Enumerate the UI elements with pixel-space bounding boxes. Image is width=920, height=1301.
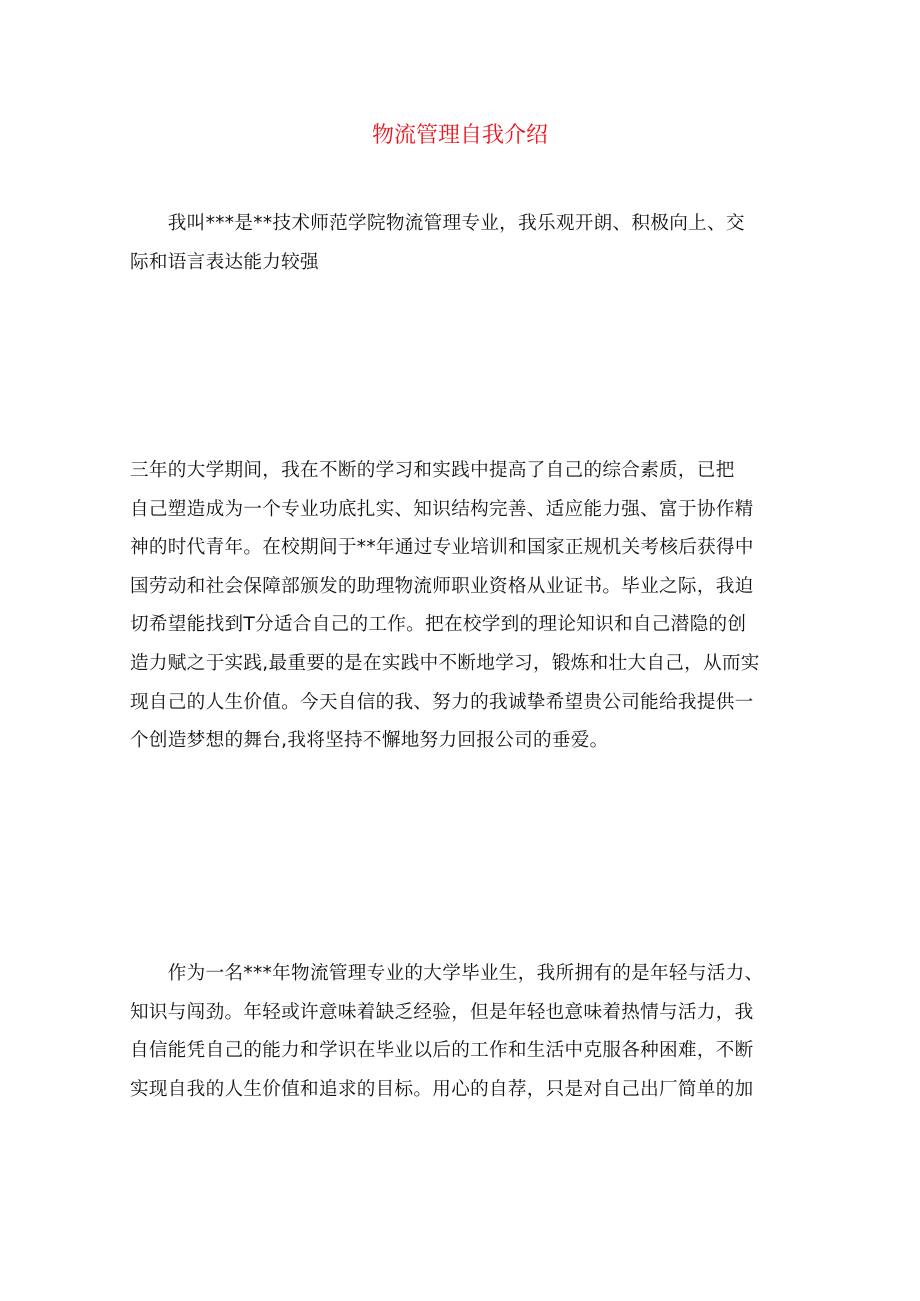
paragraph-line: 实现自我的人生价值和追求的目标。用心的自荐，只是对自己出厂简单的加 <box>130 1078 754 1100</box>
paragraph-line: 个创造梦想的舞台,我将坚持不懈地努力回报公司的垂爱。 <box>130 730 609 752</box>
paragraph-line: 自信能凭自己的能力和学识在毕业以后的工作和生活中克服各种困难，不断 <box>130 1040 754 1062</box>
paragraph-line: 我叫***是**技术师范学院物流管理专业，我乐观开朗、积极向上、交 <box>130 213 745 234</box>
paragraph-line: 知识与闯劲。年轻或许意味着缺乏经验，但是年轻也意味着热情与活力，我 <box>130 1001 754 1023</box>
paragraph-line: 神的时代青年。在校期间于**年通过专业培训和国家正规机关考核后获得中 <box>130 537 754 559</box>
paragraph-graduate <box>130 955 796 1109</box>
paragraph-intro <box>130 205 796 282</box>
document-title: 物流管理自我介绍 <box>371 123 548 148</box>
paragraph-line: 三年的大学期间，我在不断的学习和实践中提高了自己的综合素质，已把 <box>130 460 735 481</box>
paragraph-line: 造力赋之于实践,最重要的是在实践中不断地学习，锻炼和壮大自己，从而实 <box>130 652 760 674</box>
paragraph-line: 自己塑造成为一个专业功底扎实、知识结构完善、适应能力强、富于协作精 <box>130 498 754 520</box>
paragraph-college-years <box>130 452 796 761</box>
paragraph-line: 作为一名***年物流管理专业的大学毕业生，我所拥有的是年轻与活力、 <box>130 963 764 984</box>
paragraph-line: 现自己的人生价值。今天自信的我、努力的我诚挚希望贵公司能给我提供一 <box>130 691 754 713</box>
paragraph-line: 切希望能找到T分适合自己的工作。把在校学到的理论知识和自己潜隐的创 <box>130 614 747 636</box>
paragraph-line: 际和语言表达能力较强 <box>130 251 319 273</box>
paragraph-line: 国劳动和社会保障部颁发的助理物流师职业资格从业证书。毕业之际，我迫 <box>130 575 754 597</box>
